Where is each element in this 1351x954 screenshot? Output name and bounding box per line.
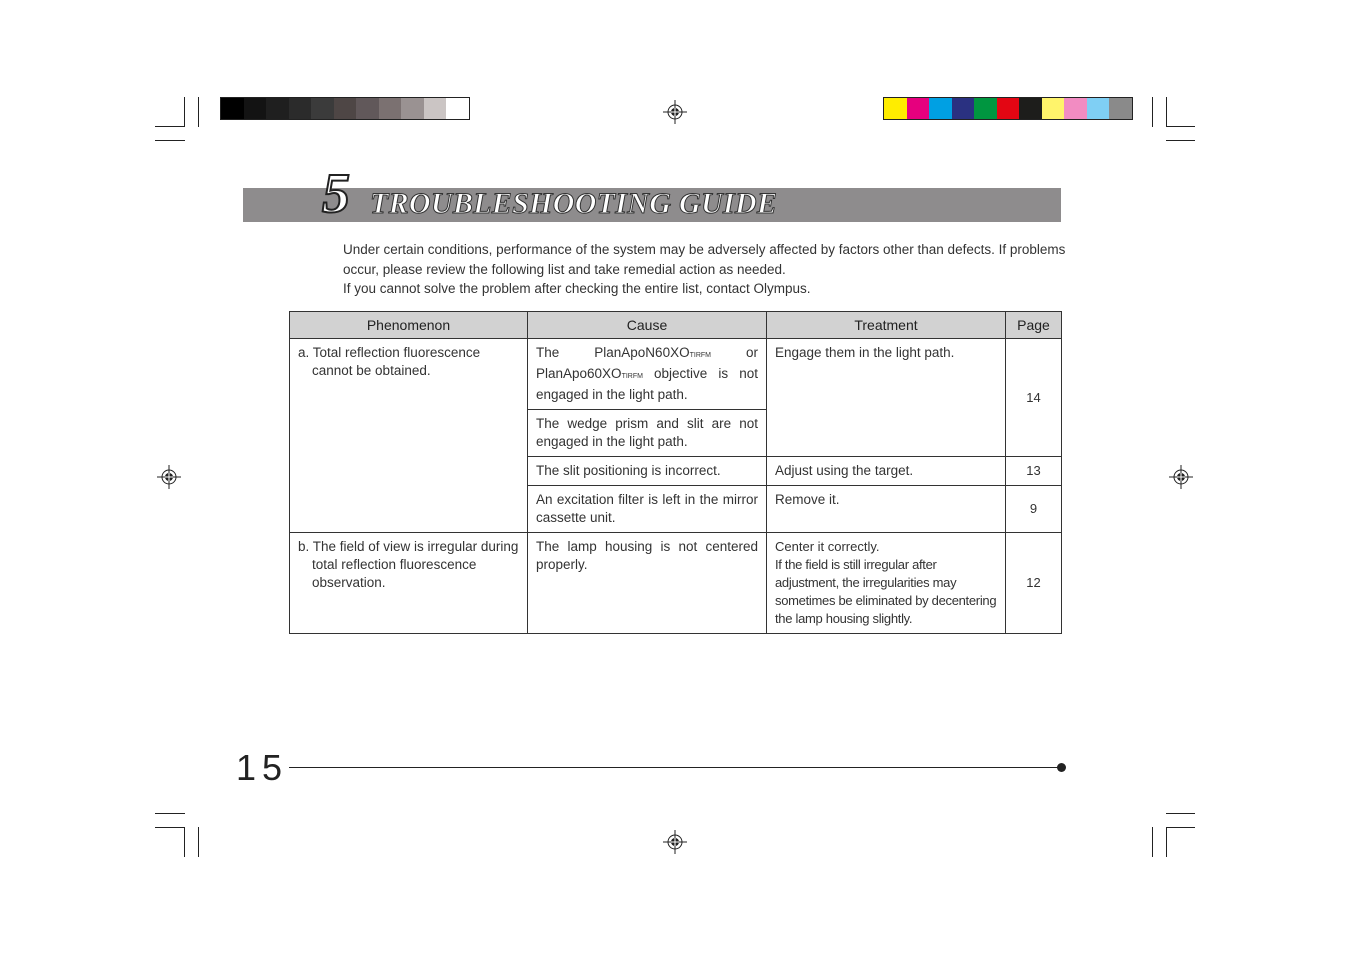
color-swatch (1042, 98, 1065, 119)
cause-cell: The lamp housing is not centered properly. (528, 533, 767, 634)
cause-subscript: TIRFM (689, 352, 711, 359)
color-swatch (334, 98, 357, 119)
color-swatch (884, 98, 907, 119)
page-title: TROUBLESHOOTING GUIDE (370, 187, 778, 220)
intro-paragraph: If you cannot solve the problem after checking the entire list, contact Olympus. (343, 281, 811, 296)
page-cell: 12 (1006, 533, 1062, 634)
table-row (290, 339, 1062, 410)
color-swatch (997, 98, 1020, 119)
crop-mark (1166, 827, 1195, 828)
gray-scale-bar (220, 97, 470, 120)
troubleshooting-table (289, 311, 1062, 634)
cause-cell: The wedge prism and slit are not engaged in the light path. (528, 410, 767, 457)
crop-mark (1152, 97, 1153, 127)
crop-mark (198, 827, 199, 857)
crop-mark (155, 813, 185, 814)
color-swatch (929, 98, 952, 119)
crop-mark (184, 97, 185, 127)
color-swatch (952, 98, 975, 119)
cause-subscript: TIRFM (621, 373, 643, 380)
crop-mark (1166, 827, 1167, 857)
color-swatch (289, 98, 312, 119)
treatment-text: Center it correctly. (775, 539, 880, 554)
cause-text: The PlanApoN60XO (536, 345, 690, 360)
chapter-number: 5 (322, 163, 350, 225)
crop-mark (155, 126, 185, 127)
registration-target-icon (663, 830, 687, 854)
color-swatch (379, 98, 402, 119)
page-cell: 13 (1006, 457, 1062, 486)
phenomenon-text: a. Total reflection fluorescence cannot be obtained. (298, 345, 481, 378)
color-swatch (1019, 98, 1042, 119)
crop-mark (1166, 97, 1167, 127)
color-swatch (311, 98, 334, 119)
treatment-cell: Engage them in the light path. (767, 339, 1006, 457)
crop-mark (155, 140, 185, 141)
color-swatch (1087, 98, 1110, 119)
color-swatch (1064, 98, 1087, 119)
page-cell: 14 (1006, 339, 1062, 457)
phenomenon-cell (290, 339, 528, 533)
color-swatch (356, 98, 379, 119)
cause-text: or PlanApo60XO (536, 345, 758, 381)
table-row (290, 533, 1062, 634)
treatment-cell: Adjust using the target. (767, 457, 1006, 486)
footer-rule (289, 767, 1059, 768)
phenomenon-cell (290, 533, 528, 634)
cause-cell: The slit positioning is incorrect. (528, 457, 767, 486)
table-header-row (290, 312, 1062, 339)
column-header: Treatment (767, 312, 1006, 339)
color-swatch (424, 98, 447, 119)
column-header: Page (1006, 312, 1062, 339)
crop-mark (155, 827, 185, 828)
treatment-cell (767, 533, 1006, 634)
column-header: Phenomenon (290, 312, 528, 339)
treatment-cell: Remove it. (767, 486, 1006, 533)
intro-text (343, 240, 1068, 299)
color-swatch (266, 98, 289, 119)
registration-target-icon (1169, 465, 1193, 489)
color-swatch (221, 98, 244, 119)
color-swatch (244, 98, 267, 119)
phenomenon-text: b. The field of view is irregular during total reflection fluorescence observation. (298, 539, 519, 590)
intro-paragraph: Under certain conditions, performance of the system may be adversely affected by factors other than defects. If problems occur, please review the following list and take remedial action as needed. (343, 242, 1066, 277)
color-calibration-bar (883, 97, 1133, 120)
crop-mark (1166, 813, 1195, 814)
cause-cell (528, 339, 767, 410)
color-swatch (974, 98, 997, 119)
crop-mark (184, 827, 185, 857)
color-swatch (446, 98, 469, 119)
registration-target-icon (663, 100, 687, 124)
crop-mark (1152, 827, 1153, 857)
page-number: 15 (236, 747, 289, 788)
page-cell: 9 (1006, 486, 1062, 533)
column-header: Cause (528, 312, 767, 339)
color-swatch (907, 98, 930, 119)
color-swatch (401, 98, 424, 119)
treatment-text: If the field is still irregular after adjustment, the irregularities may sometimes be eliminated by decentering the lamp housing slightly. (775, 557, 997, 626)
crop-mark (1166, 126, 1195, 127)
registration-target-icon (157, 465, 181, 489)
cause-cell: An excitation filter is left in the mirror cassette unit. (528, 486, 767, 533)
color-swatch (1109, 98, 1132, 119)
crop-mark (198, 97, 199, 127)
cause-text: objective is not engaged in the light path. (536, 366, 758, 402)
footer-dot (1057, 763, 1066, 772)
crop-mark (1166, 140, 1195, 141)
